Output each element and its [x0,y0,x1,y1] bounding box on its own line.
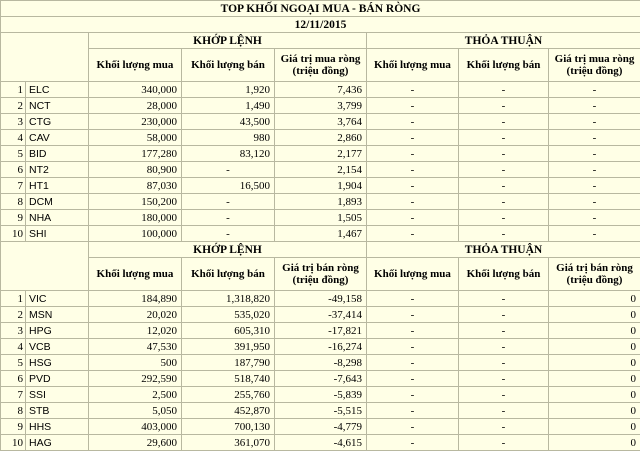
match-buy-cell: 47,530 [89,339,182,355]
match-buy-cell: 100,000 [89,226,182,242]
ticker-cell: HAG [26,435,89,451]
rank-cell: 6 [1,162,26,178]
match-value-cell: -7,643 [275,371,367,387]
match-value-cell: -37,414 [275,307,367,323]
deal-buy-cell: - [367,355,459,371]
match-buy-cell: 29,600 [89,435,182,451]
sell-group-match: KHỚP LỆNH [89,242,367,258]
deal-value-cell: 0 [549,323,640,339]
deal-value-cell: 0 [549,371,640,387]
match-value-cell: 1,904 [275,178,367,194]
match-sell-cell: 83,120 [182,146,275,162]
match-value-cell: -4,615 [275,435,367,451]
deal-value-cell: - [549,146,640,162]
table-row [1,210,640,226]
sell-column-header: Khối lượng bán [459,258,549,291]
ticker-cell: STB [26,403,89,419]
rank-cell: 7 [1,387,26,403]
match-buy-cell: 150,200 [89,194,182,210]
table-title: TOP KHỐI NGOẠI MUA - BÁN RÒNG [1,1,640,17]
ticker-cell: DCM [26,194,89,210]
deal-value-cell: 0 [549,435,640,451]
table-row [1,130,640,146]
match-sell-cell: 518,740 [182,371,275,387]
deal-sell-cell: - [459,323,549,339]
ticker-cell: HT1 [26,178,89,194]
rank-cell: 10 [1,226,26,242]
match-buy-cell: 177,280 [89,146,182,162]
rank-cell: 3 [1,114,26,130]
match-sell-cell: - [182,226,275,242]
deal-sell-cell: - [459,98,549,114]
deal-buy-cell: - [367,98,459,114]
ticker-cell: CAV [26,130,89,146]
rank-cell: 5 [1,146,26,162]
buy-column-header: Khối lượng mua [89,49,182,82]
deal-buy-cell: - [367,130,459,146]
ticker-cell: NT2 [26,162,89,178]
ticker-cell: ELC [26,82,89,98]
table-row [1,371,640,387]
match-buy-cell: 28,000 [89,98,182,114]
rank-cell: 8 [1,403,26,419]
match-sell-cell: 700,130 [182,419,275,435]
sell-column-header: Giá trị bán ròng (triệu đồng) [275,258,367,291]
buy-column-header: Giá trị mua ròng (triệu đồng) [275,49,367,82]
match-buy-cell: 58,000 [89,130,182,146]
deal-sell-cell: - [459,146,549,162]
rank-cell: 9 [1,210,26,226]
match-buy-cell: 500 [89,355,182,371]
deal-buy-cell: - [367,403,459,419]
match-value-cell: -16,274 [275,339,367,355]
deal-value-cell: 0 [549,387,640,403]
match-sell-cell: 452,870 [182,403,275,419]
deal-buy-cell: - [367,226,459,242]
match-value-cell: 1,893 [275,194,367,210]
deal-buy-cell: - [367,387,459,403]
rank-cell: 7 [1,178,26,194]
match-sell-cell: 255,760 [182,387,275,403]
match-value-cell: -49,158 [275,291,367,307]
match-buy-cell: 2,500 [89,387,182,403]
match-value-cell: -4,779 [275,419,367,435]
rank-cell: 1 [1,82,26,98]
deal-sell-cell: - [459,435,549,451]
sell-group-deal: THỎA THUẬN [367,242,640,258]
deal-value-cell: - [549,178,640,194]
deal-sell-cell: - [459,130,549,146]
match-value-cell: 1,505 [275,210,367,226]
deal-sell-cell: - [459,194,549,210]
ticker-cell: VIC [26,291,89,307]
match-sell-cell: 361,070 [182,435,275,451]
ticker-cell: HPG [26,323,89,339]
table-row [1,98,640,114]
deal-sell-cell: - [459,387,549,403]
match-buy-cell: 5,050 [89,403,182,419]
ticker-cell: SSI [26,387,89,403]
deal-buy-cell: - [367,419,459,435]
match-sell-cell: 1,490 [182,98,275,114]
match-value-cell: 2,177 [275,146,367,162]
match-buy-cell: 403,000 [89,419,182,435]
sell-column-header: Khối lượng mua [89,258,182,291]
table-row [1,403,640,419]
sell-column-header: Khối lượng mua [367,258,459,291]
deal-buy-cell: - [367,291,459,307]
deal-sell-cell: - [459,178,549,194]
deal-sell-cell: - [459,162,549,178]
table-row [1,291,640,307]
match-buy-cell: 87,030 [89,178,182,194]
deal-sell-cell: - [459,355,549,371]
match-sell-cell: - [182,210,275,226]
buy-column-header: Giá trị mua ròng (triệu đồng) [549,49,640,82]
ticker-cell: NHA [26,210,89,226]
match-sell-cell: - [182,194,275,210]
deal-value-cell: - [549,82,640,98]
ticker-cell: HHS [26,419,89,435]
match-buy-cell: 340,000 [89,82,182,98]
buy-column-header: Khối lượng mua [367,49,459,82]
match-buy-cell: 12,020 [89,323,182,339]
buy-column-header: Khối lượng bán [459,49,549,82]
match-value-cell: -5,515 [275,403,367,419]
deal-buy-cell: - [367,210,459,226]
deal-value-cell: - [549,98,640,114]
deal-value-cell: 0 [549,339,640,355]
match-sell-cell: 535,020 [182,307,275,323]
match-value-cell: 2,860 [275,130,367,146]
ticker-cell: CTG [26,114,89,130]
sell-group-row [1,242,640,258]
match-value-cell: 2,154 [275,162,367,178]
deal-value-cell: 0 [549,307,640,323]
deal-value-cell: 0 [549,355,640,371]
match-sell-cell: 187,790 [182,355,275,371]
title-row [1,1,640,17]
deal-sell-cell: - [459,371,549,387]
deal-value-cell: - [549,226,640,242]
deal-buy-cell: - [367,178,459,194]
deal-buy-cell: - [367,82,459,98]
match-sell-cell: 43,500 [182,114,275,130]
deal-buy-cell: - [367,323,459,339]
deal-sell-cell: - [459,210,549,226]
deal-value-cell: 0 [549,419,640,435]
deal-sell-cell: - [459,291,549,307]
match-sell-cell: 605,310 [182,323,275,339]
ticker-cell: VCB [26,339,89,355]
table-row [1,323,640,339]
match-buy-cell: 230,000 [89,114,182,130]
deal-value-cell: 0 [549,291,640,307]
deal-buy-cell: - [367,194,459,210]
table-row [1,339,640,355]
match-buy-cell: 292,590 [89,371,182,387]
deal-buy-cell: - [367,162,459,178]
table-row [1,82,640,98]
deal-value-cell: 0 [549,403,640,419]
rank-cell: 8 [1,194,26,210]
table-row [1,146,640,162]
table-row [1,226,640,242]
match-sell-cell: 1,920 [182,82,275,98]
rank-cell: 2 [1,98,26,114]
deal-value-cell: - [549,114,640,130]
table-date: 12/11/2015 [1,17,640,33]
rank-cell: 2 [1,307,26,323]
ticker-cell: SHI [26,226,89,242]
table-row [1,387,640,403]
ticker-cell: BID [26,146,89,162]
table-row [1,194,640,210]
deal-sell-cell: - [459,419,549,435]
match-value-cell: 1,467 [275,226,367,242]
match-buy-cell: 180,000 [89,210,182,226]
match-buy-cell: 20,020 [89,307,182,323]
deal-value-cell: - [549,194,640,210]
sell-column-header: Giá trị bán ròng (triệu đồng) [549,258,640,291]
buy-group-row [1,33,640,49]
match-value-cell: 3,764 [275,114,367,130]
rank-cell: 1 [1,291,26,307]
table-row [1,307,640,323]
deal-buy-cell: - [367,114,459,130]
match-value-cell: 3,799 [275,98,367,114]
ticker-cell: PVD [26,371,89,387]
match-buy-cell: 184,890 [89,291,182,307]
rank-cell: 6 [1,371,26,387]
match-sell-cell: 980 [182,130,275,146]
rank-cell: 4 [1,130,26,146]
buy-group-match: KHỚP LỆNH [89,33,367,49]
match-sell-cell: - [182,162,275,178]
deal-value-cell: - [549,130,640,146]
rank-cell: 4 [1,339,26,355]
rank-cell: 10 [1,435,26,451]
match-value-cell: -8,298 [275,355,367,371]
match-sell-cell: 16,500 [182,178,275,194]
date-row [1,17,640,33]
table-row [1,419,640,435]
sell-column-header: Khối lượng bán [182,258,275,291]
table-row [1,355,640,371]
match-sell-cell: 391,950 [182,339,275,355]
table-row [1,162,640,178]
match-value-cell: -5,839 [275,387,367,403]
match-buy-cell: 80,900 [89,162,182,178]
ticker-cell: MSN [26,307,89,323]
deal-sell-cell: - [459,339,549,355]
deal-sell-cell: - [459,403,549,419]
deal-buy-cell: - [367,339,459,355]
sell-header-row [1,258,640,291]
deal-buy-cell: - [367,307,459,323]
ticker-cell: HSG [26,355,89,371]
table-row [1,178,640,194]
deal-value-cell: - [549,162,640,178]
table-row [1,114,640,130]
deal-buy-cell: - [367,371,459,387]
deal-buy-cell: - [367,435,459,451]
deal-buy-cell: - [367,146,459,162]
deal-sell-cell: - [459,226,549,242]
match-value-cell: 7,436 [275,82,367,98]
rank-cell: 3 [1,323,26,339]
match-value-cell: -17,821 [275,323,367,339]
deal-sell-cell: - [459,114,549,130]
deal-sell-cell: - [459,82,549,98]
buy-column-header: Khối lượng bán [182,49,275,82]
sell-blank-cell [1,242,89,291]
buy-header-row [1,49,640,82]
deal-value-cell: - [549,210,640,226]
ticker-cell: NCT [26,98,89,114]
rank-cell: 9 [1,419,26,435]
table-row [1,435,640,451]
deal-sell-cell: - [459,307,549,323]
match-sell-cell: 1,318,820 [182,291,275,307]
buy-blank-cell [1,33,89,82]
rank-cell: 5 [1,355,26,371]
buy-group-deal: THỎA THUẬN [367,33,640,49]
